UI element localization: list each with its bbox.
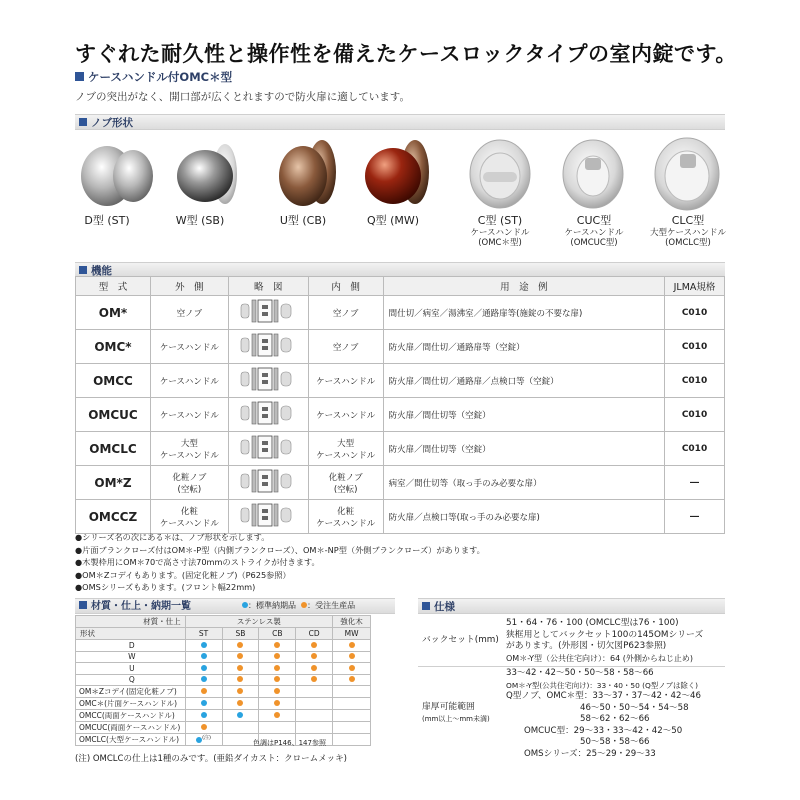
row-label: OMC＊(片面ケースハンドル)	[76, 698, 186, 710]
availability-cell	[296, 710, 333, 722]
corner-bottom: 形状	[76, 628, 186, 640]
standard-dot-icon	[201, 712, 207, 718]
table-row	[76, 466, 725, 500]
cell-inside: 化粧ノブ (空転)	[308, 466, 383, 500]
col-cb: CB	[259, 628, 296, 640]
knob-caption	[253, 212, 353, 228]
table-row	[76, 710, 371, 722]
order-dot-icon	[201, 688, 207, 694]
note-item: ●木製枠用にOM＊70で高さ寸法70mmのストライクが付きます。	[75, 557, 320, 567]
cell-diagram	[228, 398, 308, 432]
knob-c-image	[470, 140, 530, 208]
table-row	[76, 734, 371, 746]
cell-jlma: C010	[665, 364, 725, 398]
knob-name: D型 (ST)	[84, 214, 130, 227]
knob-caption	[450, 212, 550, 248]
row-label: OMCUC(両面ケースハンドル)	[76, 722, 186, 734]
availability-cell	[333, 698, 371, 710]
lock-diagram-icon	[238, 366, 298, 392]
standard-dot-icon	[201, 676, 207, 682]
spec-door-thickness: 扉厚可能範囲 (mm以上～mm未満) 33～42・42～50・50～58・58～66 OM＊-Y型(公共住宅向け)：33・40・50 (Q型ノブは除く) Q型ノブ、OMC＊型：33～37・37～42・42～46 46～50・50～54・54～58 58～62・62～66 OMCUC型：29～33・33～42・42～50 50～58・58～66 OMSシリーズ：25～29・29～33	[422, 668, 701, 759]
col-header-usage: 用 途 例	[383, 277, 664, 296]
col-header-type: 型 式	[76, 277, 151, 296]
legend: ：標準納期品 ：受注生産品	[242, 600, 355, 611]
cell-inside: ケースハンドル	[308, 398, 383, 432]
cell-type: OMCCZ	[76, 500, 151, 534]
availability-cell	[259, 640, 296, 652]
order-dot-icon	[201, 724, 207, 730]
order-dot-icon	[274, 653, 280, 659]
spec-backset: バックセット(mm) 51・64・76・100 (OMCLC型は76・100) 狭框用としてバックセット100の145OMシリーズ があります。(外形図・切欠図P623参照) OM＊-Y型（公共住宅向け）：64 (外側からねじ止め)	[418, 616, 725, 667]
availability-cell	[222, 710, 259, 722]
row-label: W	[76, 651, 186, 663]
knob-name: C型 (ST)	[477, 214, 523, 227]
availability-cell	[333, 674, 371, 686]
knob-caption-line2: (OMCUC型)	[570, 238, 618, 248]
table-row	[76, 296, 725, 330]
availability-cell	[296, 651, 333, 663]
order-dot-icon	[237, 700, 243, 706]
materials-table	[75, 615, 371, 746]
availability-cell	[222, 686, 259, 698]
order-dot-icon	[349, 676, 355, 682]
cell-usage: 間仕切／病室／湯沸室／通路扉等(施錠の不要な扉)	[383, 296, 664, 330]
door-label: 扉厚可能範囲	[422, 702, 475, 712]
availability-cell	[333, 640, 371, 652]
availability-cell	[185, 686, 222, 698]
lock-diagram-icon	[238, 468, 298, 494]
availability-cell	[185, 722, 222, 734]
col-header-outside: 外 側	[150, 277, 228, 296]
lock-diagram-icon	[238, 434, 298, 460]
cell-diagram	[228, 500, 308, 534]
cell-usage: 防火扉／間仕切／通路扉／点検口等（空錠）	[383, 364, 664, 398]
note-item: ●片面ブランクローズ付はOM＊-P型（内側ブランクローズ）、OM＊-NP型（外側ブランクローズ）があります。	[75, 544, 485, 555]
knob-clc-image	[655, 138, 719, 210]
cell-diagram	[228, 364, 308, 398]
availability-cell	[296, 674, 333, 686]
footnote-mark: (注)	[202, 735, 212, 742]
availability-cell	[333, 722, 371, 734]
availability-cell	[296, 686, 333, 698]
col-cd: CD	[296, 628, 333, 640]
order-dot-icon	[349, 642, 355, 648]
order-dot-icon	[237, 653, 243, 659]
standard-dot-icon	[237, 712, 243, 718]
cell-type: OMC*	[76, 330, 151, 364]
stainless-header: ステンレス製	[185, 616, 332, 628]
availability-cell	[185, 663, 222, 675]
knob-cuc-image	[563, 140, 623, 208]
availability-cell	[259, 674, 296, 686]
availability-cell	[296, 698, 333, 710]
availability-cell	[222, 722, 259, 734]
availability-cell	[222, 674, 259, 686]
table-row	[76, 674, 371, 686]
availability-cell	[259, 686, 296, 698]
page-title: すぐれた耐久性と操作性を備えたケースロックタイプの室内錠です。	[75, 42, 737, 66]
note-item: ●シリーズ名の次にある＊は、ノブ形状を示します。	[75, 532, 270, 542]
cell-jlma: ―	[665, 500, 725, 534]
availability-cell	[296, 663, 333, 675]
availability-cell	[222, 698, 259, 710]
cell-inside: 空ノブ	[308, 330, 383, 364]
cell-type: OM*	[76, 296, 151, 330]
lock-diagram-icon	[238, 400, 298, 426]
availability-cell	[296, 722, 333, 734]
order-dot-icon	[311, 665, 317, 671]
cell-outside: ケースハンドル	[150, 398, 228, 432]
cell-diagram	[228, 296, 308, 330]
order-dot-icon	[349, 653, 355, 659]
order-dot-icon	[274, 688, 280, 694]
availability-cell	[222, 651, 259, 663]
order-dot-icon	[274, 665, 280, 671]
table-row	[76, 500, 725, 534]
availability-cell	[185, 640, 222, 652]
color-reference: 色調はP146、147参照	[253, 739, 326, 747]
cell-jlma: C010	[665, 432, 725, 466]
row-label: Q	[76, 674, 186, 686]
knob-caption-line2: (OMCLC型)	[665, 238, 711, 248]
availability-cell	[333, 651, 371, 663]
section-specs: 仕様	[418, 598, 725, 614]
availability-cell	[259, 710, 296, 722]
function-table	[75, 276, 725, 534]
knob-caption	[57, 212, 157, 228]
order-dot-icon	[274, 642, 280, 648]
availability-cell	[333, 734, 371, 746]
wood-header: 強化木	[333, 616, 371, 628]
cell-outside: ケースハンドル	[150, 330, 228, 364]
section-functions: 機能	[75, 262, 725, 278]
availability-cell	[185, 674, 222, 686]
knob-caption-line1: 大型ケースハンドル	[649, 228, 727, 238]
cell-jlma: C010	[665, 398, 725, 432]
table-row	[76, 722, 371, 734]
availability-cell	[185, 734, 222, 746]
cell-jlma: C010	[665, 296, 725, 330]
availability-cell	[222, 663, 259, 675]
knob-u-image	[279, 140, 336, 206]
col-header-inside: 内 側	[308, 277, 383, 296]
cell-type: OMCLC	[76, 432, 151, 466]
cell-type: OMCC	[76, 364, 151, 398]
col-sb: SB	[222, 628, 259, 640]
lock-diagram-icon	[238, 332, 298, 358]
standard-dot-icon	[201, 653, 207, 659]
knob-caption-line1: ケースハンドル	[470, 228, 530, 238]
table-row	[76, 686, 371, 698]
knob-w-image	[177, 144, 237, 204]
backset-label: バックセット(mm)	[422, 635, 499, 645]
row-label: OM＊Zコデイ(固定化粧ノブ)	[76, 686, 186, 698]
notes-list	[75, 531, 725, 594]
col-header-jlma: JLMA規格	[665, 277, 725, 296]
cell-outside: 化粧ノブ (空転)	[150, 466, 228, 500]
availability-cell	[333, 686, 371, 698]
order-dot-icon	[311, 653, 317, 659]
cell-type: OM*Z	[76, 466, 151, 500]
availability-cell	[185, 710, 222, 722]
availability-cell	[333, 710, 371, 722]
col-header-diagram: 略 図	[228, 277, 308, 296]
cell-inside: 大型 ケースハンドル	[308, 432, 383, 466]
lock-diagram-icon	[238, 298, 298, 324]
availability-cell	[296, 640, 333, 652]
note-item: ●OMSシリーズもあります。(フロント幅22mm)	[75, 582, 256, 592]
row-label: U	[76, 663, 186, 675]
knob-images	[75, 136, 725, 212]
knob-name: CLC型	[671, 214, 705, 227]
standard-dot-icon	[201, 665, 207, 671]
knob-caption	[638, 212, 738, 248]
corner-top: 材質・仕上	[76, 616, 186, 628]
table-row	[76, 640, 371, 652]
function-table-header	[76, 277, 725, 296]
cell-usage: 防火扉／間仕切等（空錠）	[383, 398, 664, 432]
knob-caption	[544, 212, 644, 248]
order-dot-icon	[237, 688, 243, 694]
table-row	[76, 698, 371, 710]
table-row	[76, 398, 725, 432]
knob-name: CUC型	[576, 214, 612, 227]
availability-cell	[259, 663, 296, 675]
availability-cell	[222, 640, 259, 652]
availability-cell	[259, 698, 296, 710]
cell-jlma: ―	[665, 466, 725, 500]
cell-outside: 空ノブ	[150, 296, 228, 330]
row-label: D	[76, 640, 186, 652]
table-row	[76, 364, 725, 398]
cell-usage: 防火扉／間仕切／通路扉等（空錠）	[383, 330, 664, 364]
section-materials: 材質・仕上・納期一覧	[75, 598, 395, 614]
cell-outside: 大型 ケースハンドル	[150, 432, 228, 466]
order-dot-icon	[237, 665, 243, 671]
availability-cell	[185, 651, 222, 663]
section-knob-shapes: ノブ形状	[75, 114, 725, 130]
cell-usage: 防火扉／間仕切等（空錠）	[383, 432, 664, 466]
standard-dot-icon	[201, 642, 207, 648]
table-row	[76, 432, 725, 466]
knob-caption-line1: ケースハンドル	[564, 228, 624, 238]
door-unit: (mm以上～mm未満)	[422, 715, 490, 723]
order-dot-icon	[311, 676, 317, 682]
cell-usage: 病室／間仕切等（取っ手のみ必要な扉）	[383, 466, 664, 500]
knob-d-image	[81, 146, 153, 206]
cell-type: OMCUC	[76, 398, 151, 432]
order-dot-icon	[274, 700, 280, 706]
col-st: ST	[185, 628, 222, 640]
materials-note: (注) OMCLCの仕上は1種のみです。(亜鉛ダイカスト：クロームメッキ)	[75, 754, 347, 764]
order-dot-icon	[237, 642, 243, 648]
note-item: ●OM＊Zコデイもあります。(固定化粧ノブ)（P625参照）	[75, 569, 291, 580]
availability-cell	[333, 663, 371, 675]
row-label: OMCC(両面ケースハンドル)	[76, 710, 186, 722]
product-description: ノブの突出がなく、開口部が広くとれますので防火扉に適しています。	[75, 91, 410, 103]
knob-name: Q型 (MW)	[366, 214, 420, 227]
knob-caption	[150, 212, 250, 228]
row-label: OMCLC(大型ケースハンドル)	[76, 734, 186, 746]
product-subtitle: ケースハンドル付OMC＊型	[75, 69, 232, 85]
order-dot-icon	[311, 642, 317, 648]
knob-caption	[343, 212, 443, 228]
knob-name: U型 (CB)	[279, 214, 327, 227]
availability-cell	[259, 722, 296, 734]
cell-jlma: C010	[665, 330, 725, 364]
cell-inside: 空ノブ	[308, 296, 383, 330]
order-dot-icon	[237, 676, 243, 682]
knob-caption-line2: (OMC＊型)	[478, 238, 522, 248]
cell-usage: 防火扉／点検口等(取っ手のみ必要な扉)	[383, 500, 664, 534]
availability-cell	[185, 698, 222, 710]
cell-outside: ケースハンドル	[150, 364, 228, 398]
cell-outside: 化粧 ケースハンドル	[150, 500, 228, 534]
availability-cell	[259, 651, 296, 663]
order-dot-icon	[274, 712, 280, 718]
cell-inside: 化粧 ケースハンドル	[308, 500, 383, 534]
table-row	[76, 651, 371, 663]
cell-diagram	[228, 466, 308, 500]
knob-q-image	[365, 140, 429, 204]
table-row	[76, 663, 371, 675]
order-dot-icon	[349, 665, 355, 671]
cell-diagram	[228, 330, 308, 364]
lock-diagram-icon	[238, 502, 298, 528]
col-mw: MW	[333, 628, 371, 640]
standard-dot-icon	[201, 700, 207, 706]
order-dot-icon	[274, 676, 280, 682]
knob-name: W型 (SB)	[175, 214, 225, 227]
cell-inside: ケースハンドル	[308, 364, 383, 398]
cell-diagram	[228, 432, 308, 466]
table-row	[76, 330, 725, 364]
